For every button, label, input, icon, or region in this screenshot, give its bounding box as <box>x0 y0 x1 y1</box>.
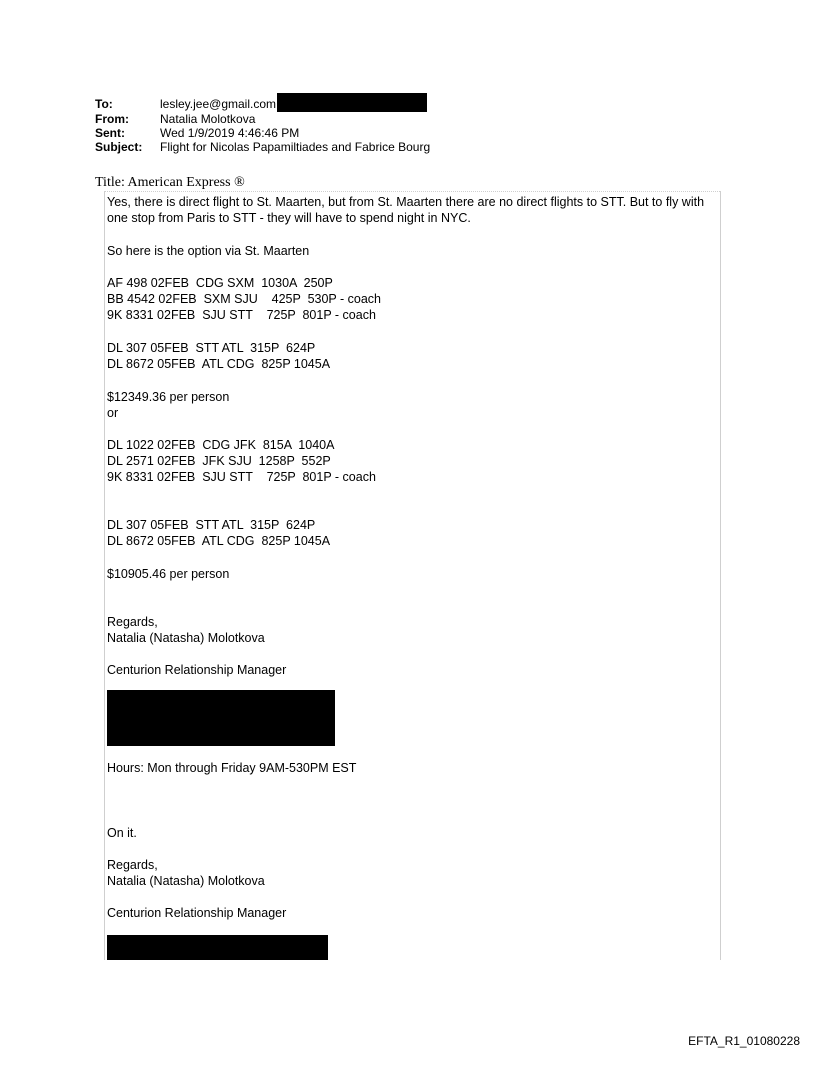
signature-name: Natalia (Natasha) Molotkova <box>107 874 265 888</box>
signature-role: Centurion Relationship Manager <box>107 906 287 920</box>
flight-line: AF 498 02FEB CDG SXM 1030A 250P <box>107 276 333 290</box>
title-line: Title: American Express ® <box>95 175 245 190</box>
flight-line: DL 2571 02FEB JFK SJU 1258P 552P <box>107 454 331 468</box>
regards-text: Regards, <box>107 615 158 629</box>
flight-line: 9K 8331 02FEB SJU STT 725P 801P - coach <box>107 470 376 484</box>
option1-outbound-list <box>107 275 381 323</box>
option1-price: $12349.36 per person <box>107 390 230 404</box>
sent-value: Wed 1/9/2019 4:46:46 PM <box>160 126 300 140</box>
flight-line: 9K 8331 02FEB SJU STT 725P 801P - coach <box>107 308 376 322</box>
email-header <box>95 97 430 154</box>
subject-row <box>95 140 430 154</box>
redaction-box <box>277 93 427 112</box>
from-value: Natalia Molotkova <box>160 112 256 126</box>
flight-line: BB 4542 02FEB SXM SJU 425P 530P - coach <box>107 292 381 306</box>
document-id: EFTA_R1_01080228 <box>688 1034 800 1048</box>
flight-line: DL 8672 05FEB ATL CDG 825P 1045A <box>107 534 331 548</box>
to-row <box>95 97 430 112</box>
option2-return-list <box>107 517 330 549</box>
option2-outbound-list <box>107 437 376 485</box>
subject-label: Subject: <box>95 140 143 154</box>
option1-return-list <box>107 340 330 372</box>
intro-paragraph: Yes, there is direct flight to St. Maarten, but from St. Maarten there are no direct flights to STT. But to fly with one stop from Paris to STT - they will have to spend night in NYC. <box>107 195 705 225</box>
to-label: To: <box>95 97 113 111</box>
subject-value: Flight for Nicolas Papamiltiades and Fabrice Bourg <box>160 140 431 154</box>
to-value: lesley.jee@gmail.com <box>160 97 276 111</box>
option2-price: $10905.46 per person <box>107 567 230 581</box>
flight-line: DL 307 05FEB STT ATL 315P 624P <box>107 341 316 355</box>
option-intro: So here is the option via St. Maarten <box>107 244 310 258</box>
redaction-box <box>107 690 335 746</box>
hours-text: Hours: Mon through Friday 9AM-530PM EST <box>107 761 357 775</box>
sent-label: Sent: <box>95 126 125 140</box>
reply-text: On it. <box>107 826 137 840</box>
from-row <box>95 112 430 126</box>
sent-row <box>95 126 430 140</box>
flight-line: DL 8672 05FEB ATL CDG 825P 1045A <box>107 357 331 371</box>
flight-line: DL 307 05FEB STT ATL 315P 624P <box>107 518 316 532</box>
from-label: From: <box>95 112 129 126</box>
flight-line: DL 1022 02FEB CDG JFK 815A 1040A <box>107 438 335 452</box>
signature-role: Centurion Relationship Manager <box>107 663 287 677</box>
regards-text: Regards, <box>107 858 158 872</box>
or-separator: or <box>107 406 119 420</box>
redaction-box <box>107 935 328 960</box>
signature-name: Natalia (Natasha) Molotkova <box>107 631 265 645</box>
